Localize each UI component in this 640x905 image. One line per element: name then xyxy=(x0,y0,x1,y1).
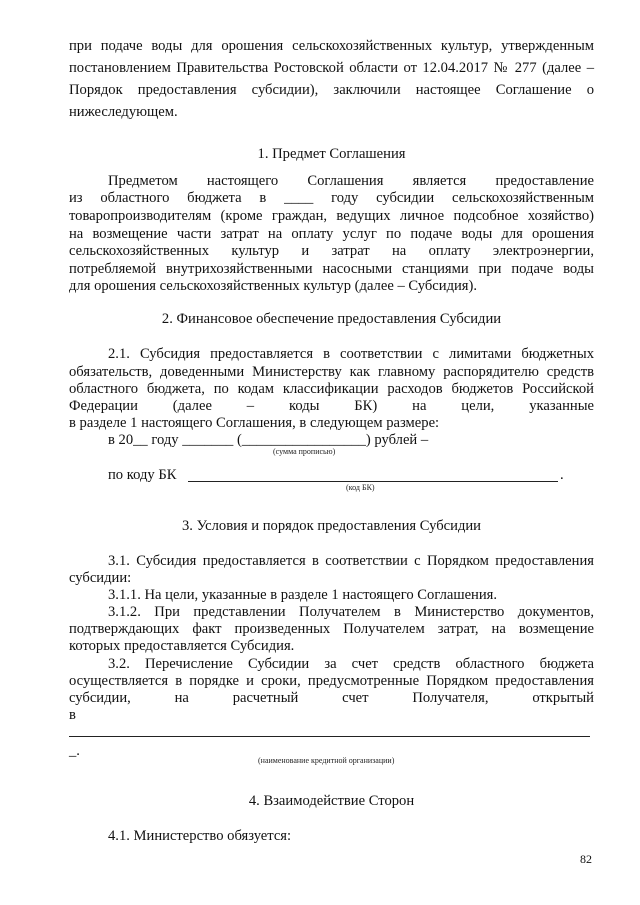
intro-line: нижеследующем. xyxy=(69,104,178,120)
bk-hint: (код БК) xyxy=(346,483,375,492)
s1-line: Предметом настоящего Соглашения является предоставление xyxy=(108,173,594,189)
s3-line: 3.1.1. На цели, указанные в разделе 1 настоящего Соглашения. xyxy=(108,587,498,603)
s1-line: для орошения сельскохозяйственных культур (далее – Субсидия). xyxy=(69,278,478,294)
s3-line: субсидии, на расчетный счет Получателя, открытый xyxy=(69,690,594,706)
amount-line: в 20__ году _______ (_________________) рублей – xyxy=(108,432,429,448)
intro-line: при подаче воды для орошения сельскохозяйственных культур, утвержденным xyxy=(69,38,594,54)
bk-end: . xyxy=(560,467,564,483)
s3-line: которых предоставляется Субсидия. xyxy=(69,638,295,654)
s1-line: товаропроизводителям (кроме граждан, ведущих личное подсобное хозяйство) xyxy=(69,208,594,224)
s3-line: в xyxy=(69,707,76,723)
bank-tail: _. xyxy=(69,743,80,759)
s3-line: 3.1. Субсидия предоставляется в соответствии с Порядком предоставления xyxy=(108,553,594,569)
bk-label: по коду БК xyxy=(108,467,177,483)
s3-line: 3.1.2. При представлении Получателем в Министерство документов, xyxy=(108,604,594,620)
section-2-title: 2. Финансовое обеспечение предоставления Субсидии xyxy=(161,311,502,327)
s1-line: из областного бюджета в ____ году субсидии сельскохозяйственным xyxy=(69,190,594,206)
amount-hint: (сумма прописью) xyxy=(273,447,336,456)
s1-line: сельскохозяйственных культур и затрат на оплату электроэнергии, xyxy=(69,243,594,259)
section-3-title: 3. Условия и порядок предоставления Субсидии xyxy=(182,518,481,534)
s2-line: Федерации (далее – коды БК) на цели, указанные xyxy=(69,398,594,414)
bank-underline xyxy=(69,736,590,737)
s3-line: подтверждающих факт произведенных Получателем затрат, на возмещение xyxy=(69,621,594,637)
intro-line: постановлением Правительства Ростовской области от 12.04.2017 № 277 (далее – xyxy=(69,60,594,76)
s4-line: 4.1. Министерство обязуется: xyxy=(108,828,292,844)
s3-line: субсидии: xyxy=(69,570,132,586)
s1-line: на возмещение части затрат на оплату услуг по подаче воды для орошения xyxy=(69,226,594,242)
s1-line: потребляемой внутрихозяйственными насосными станциями при подаче воды xyxy=(69,261,594,277)
s3-line: 3.2. Перечисление Субсидии за счет средств областного бюджета xyxy=(108,656,594,672)
intro-line: Порядок предоставления субсидии), заключили настоящее Соглашение о xyxy=(69,82,594,98)
section-1-title: 1. Предмет Соглашения xyxy=(257,146,406,162)
section-4-title: 4. Взаимодействие Сторон xyxy=(248,793,415,809)
bk-underline xyxy=(188,481,558,482)
s2-line: обязательств, доведенными Министерству как главному распорядителю средств xyxy=(69,364,594,380)
bank-hint: (наименование кредитной организации) xyxy=(258,756,395,765)
s2-line: областного бюджета, по кодам классификации расходов бюджетов Российской xyxy=(69,381,594,397)
s2-line: в разделе 1 настоящего Соглашения, в следующем размере: xyxy=(69,415,440,431)
page-number: 82 xyxy=(580,852,592,866)
s2-line: 2.1. Субсидия предоставляется в соответствии с лимитами бюджетных xyxy=(108,346,594,362)
s3-line: осуществляется в порядке и сроки, предусмотренные Порядком предоставления xyxy=(69,673,594,689)
